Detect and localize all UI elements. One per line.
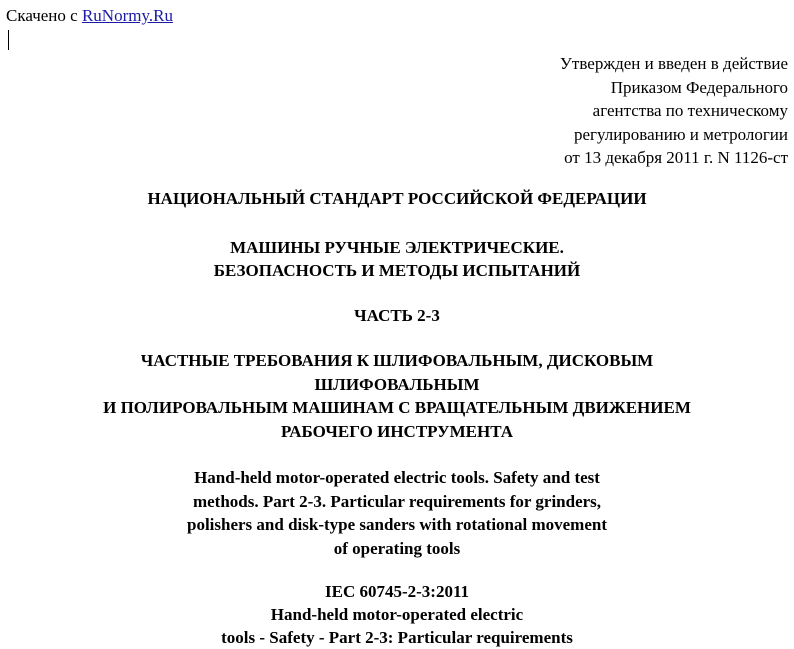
english-title-line: of operating tools [333,538,461,558]
particular-requirements-title [0,349,794,443]
approval-line: Приказом Федерального [610,77,788,97]
source-link[interactable]: RuNormy.Ru [81,6,173,25]
english-title-line: methods. Part 2-3. Particular requirements for grinders, [192,491,602,511]
standard-title [0,236,794,282]
iec-reference-line: IEC 60745-2-3:2011 [324,582,470,601]
part-heading [0,304,794,328]
downloaded-prefix: Скачено с [6,6,78,25]
approval-line: агентства по техническому [592,101,788,120]
particular-title-line: И ПОЛИРОВАЛЬНЫМ МАШИНАМ С ВРАЩАТЕЛЬНЫМ ДВИЖЕНИЕМ [103,398,691,417]
standard-title-line: МАШИНЫ РУЧНЫЕ ЭЛЕКТРИЧЕСКИЕ. [230,238,564,257]
approval-line: регулированию и метрологии [573,124,788,144]
standard-name [0,187,794,211]
english-title-line: polishers and disk-type sanders with rotational movement [187,515,607,534]
part-heading-line: ЧАСТЬ 2-3 [354,306,440,325]
source-line [6,6,173,26]
standard-title-line: БЕЗОПАСНОСТЬ И МЕТОДЫ ИСПЫТАНИЙ [213,261,581,280]
approval-block [560,52,788,170]
english-title-line: Hand-held motor-operated electric tools. Safety and test [194,468,600,487]
standard-name-line: НАЦИОНАЛЬНЫЙ СТАНДАРТ РОССИЙСКОЙ ФЕДЕРАЦИИ [147,189,647,208]
particular-title-line: РАБОЧЕГО ИНСТРУМЕНТА [281,421,513,441]
particular-title-line: ШЛИФОВАЛЬНЫМ [314,374,480,394]
particular-title-line: ЧАСТНЫЕ ТРЕБОВАНИЯ К ШЛИФОВАЛЬНЫМ, ДИСКОВЫМ [140,351,654,370]
approval-line: от 13 декабря 2011 г. N 1126-ст [564,148,788,167]
iec-reference [0,580,794,649]
text-cursor [8,30,9,50]
iec-reference-line: tools - Safety - Part 2-3: Particular requirements [221,628,573,647]
approval-line: Утвержден и введен в действие [559,54,788,73]
english-title [0,466,794,560]
iec-reference-line: Hand-held motor-operated electric [270,605,524,624]
